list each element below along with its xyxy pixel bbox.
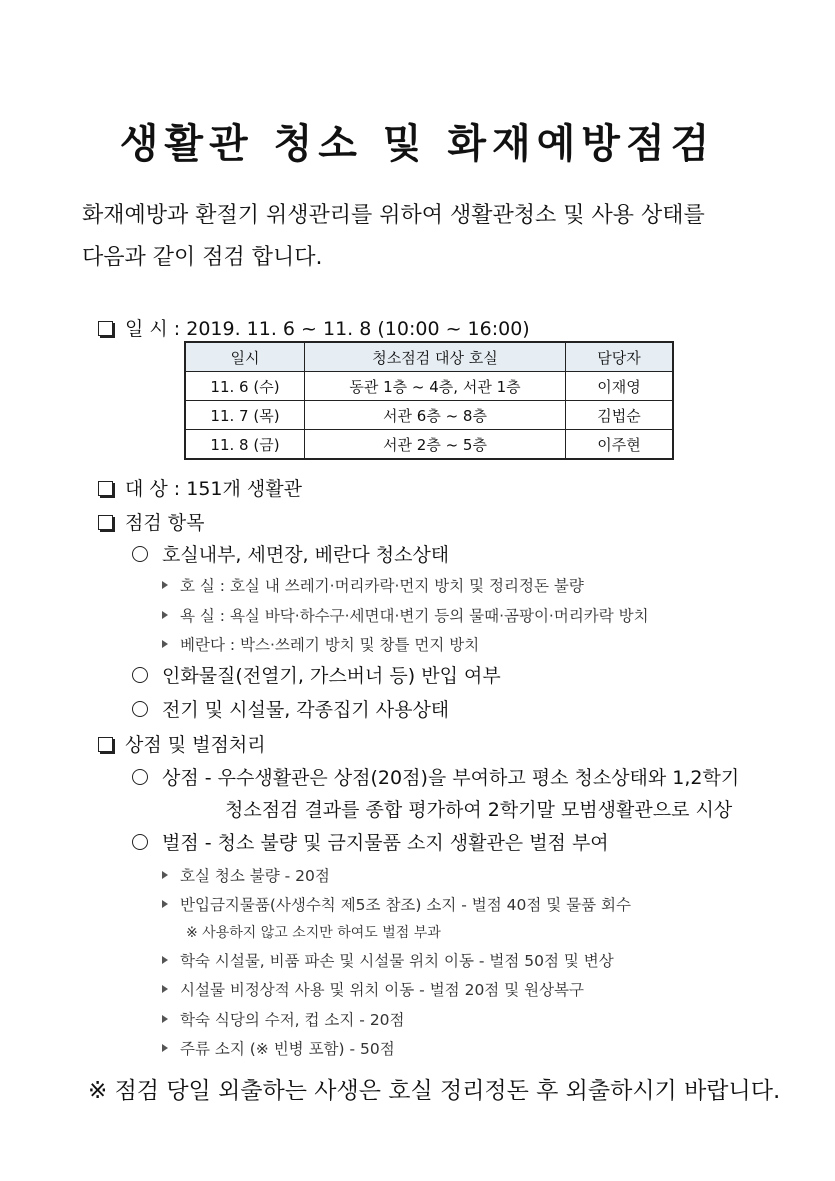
list-item xyxy=(162,864,330,886)
merit-section-heading xyxy=(98,730,266,757)
checkbox-bullet-icon xyxy=(98,515,113,530)
triangle-bullet-icon xyxy=(162,640,168,648)
cell-manager: 이주현 xyxy=(566,430,674,460)
header-manager: 담당자 xyxy=(566,342,674,372)
list-item xyxy=(162,949,614,971)
table-row xyxy=(185,401,673,430)
table-row xyxy=(185,372,673,401)
triangle-bullet-icon xyxy=(162,956,168,964)
penalty-text: 학숙 식당의 수저, 컵 소지 - 20점 xyxy=(180,1011,405,1029)
item-flammable xyxy=(132,661,501,688)
cell-rooms: 서관 2층 ~ 5층 xyxy=(305,430,566,460)
checkbox-bullet-icon xyxy=(98,737,113,752)
reward-line-2: 청소점검 결과를 종합 평가하여 2학기말 모범생활관으로 시상 xyxy=(225,799,733,821)
list-item xyxy=(162,1008,405,1030)
circle-bullet-icon xyxy=(132,701,148,717)
cell-date: 11. 6 (수) xyxy=(185,372,305,401)
reward-item xyxy=(132,763,739,790)
header-target-rooms: 청소점검 대상 호실 xyxy=(305,342,566,372)
circle-bullet-icon xyxy=(132,667,148,683)
triangle-bullet-icon xyxy=(162,1044,168,1052)
header-date: 일시 xyxy=(185,342,305,372)
triangle-bullet-icon xyxy=(162,871,168,879)
triangle-bullet-icon xyxy=(162,985,168,993)
penalty-text: 학숙 시설물, 비품 파손 및 시설물 위치 이동 - 벌점 50점 및 변상 xyxy=(180,952,614,970)
penalty-text: 반입금지물품(사생수칙 제5조 참조) 소지 - 벌점 40점 및 물품 회수 xyxy=(180,896,631,914)
table-header-row xyxy=(185,342,673,372)
item-room xyxy=(132,540,449,567)
list-item xyxy=(162,604,649,626)
cell-manager: 김법순 xyxy=(566,401,674,430)
sub-item-text: 호 실 : 호실 내 쓰레기·머리카락·먼지 방치 및 정리정돈 불량 xyxy=(180,577,584,595)
list-item xyxy=(162,633,479,655)
triangle-bullet-icon xyxy=(162,1015,168,1023)
penalty-text: 주류 소지 (※ 빈병 포함) - 50점 xyxy=(180,1040,395,1058)
page-title: 생활관 청소 및 화재예방점검 xyxy=(119,121,716,167)
circle-bullet-icon xyxy=(132,834,148,850)
list-item xyxy=(162,978,584,1000)
schedule-section xyxy=(98,314,530,341)
list-item xyxy=(162,893,631,915)
schedule-table xyxy=(184,341,674,460)
schedule-label: 일 시 : 2019. 11. 6 ~ 11. 8 (10:00 ~ 16:00) xyxy=(125,318,530,340)
cell-rooms: 동관 1층 ~ 4층, 서관 1층 xyxy=(305,372,566,401)
items-section-heading xyxy=(98,508,204,535)
sub-item-text: 베란다 : 박스·쓰레기 방치 및 창틀 먼지 방치 xyxy=(180,636,480,654)
cell-date: 11. 8 (금) xyxy=(185,430,305,460)
circle-bullet-icon xyxy=(132,546,148,562)
penalty-label: 벌점 - 청소 불량 및 금지물품 소지 생활관은 벌점 부여 xyxy=(162,832,609,854)
triangle-bullet-icon xyxy=(162,611,168,619)
list-item xyxy=(162,574,584,596)
cell-rooms: 서관 6층 ~ 8층 xyxy=(305,401,566,430)
intro-line-2: 다음과 같이 점검 합니다. xyxy=(82,245,323,270)
checkbox-bullet-icon xyxy=(98,481,113,496)
item-electric-label: 전기 및 시설물, 각종집기 사용상태 xyxy=(162,699,450,721)
penalty-note: ※ 사용하지 않고 소지만 하여도 벌점 부과 xyxy=(186,925,441,941)
sub-item-text: 욕 실 : 욕실 바닥·하수구·세면대·변기 등의 물때·곰팡이·머리카락 방치 xyxy=(180,607,649,625)
closing-notice: ※ 점검 당일 외출하는 사생은 호실 정리정돈 후 외출하시기 바랍니다. xyxy=(88,1078,781,1104)
target-label: 대 상 : 151개 생활관 xyxy=(125,478,302,500)
table-row xyxy=(185,430,673,460)
penalty-text: 시설물 비정상적 사용 및 위치 이동 - 벌점 20점 및 원상복구 xyxy=(180,981,584,999)
reward-line-1: 상점 - 우수생활관은 상점(20점)을 부여하고 평소 청소상태와 1,2학기 xyxy=(162,767,740,789)
triangle-bullet-icon xyxy=(162,900,168,908)
list-item xyxy=(162,1037,395,1059)
intro-line-1: 화재예방과 환절기 위생관리를 위하여 생활관청소 및 사용 상태를 xyxy=(82,203,705,228)
checkbox-bullet-icon xyxy=(98,321,113,336)
penalty-item xyxy=(132,828,609,855)
item-flammable-label: 인화물질(전열기, 가스버너 등) 반입 여부 xyxy=(162,665,501,687)
merit-heading: 상점 및 벌점처리 xyxy=(125,734,266,756)
target-section xyxy=(98,474,302,501)
penalty-text: 호실 청소 불량 - 20점 xyxy=(180,867,330,885)
triangle-bullet-icon xyxy=(162,581,168,589)
item-electric xyxy=(132,695,449,722)
circle-bullet-icon xyxy=(132,769,148,785)
items-heading: 점검 항목 xyxy=(125,512,205,534)
cell-manager: 이재영 xyxy=(566,372,674,401)
cell-date: 11. 7 (목) xyxy=(185,401,305,430)
item-room-label: 호실내부, 세면장, 베란다 청소상태 xyxy=(162,544,450,566)
